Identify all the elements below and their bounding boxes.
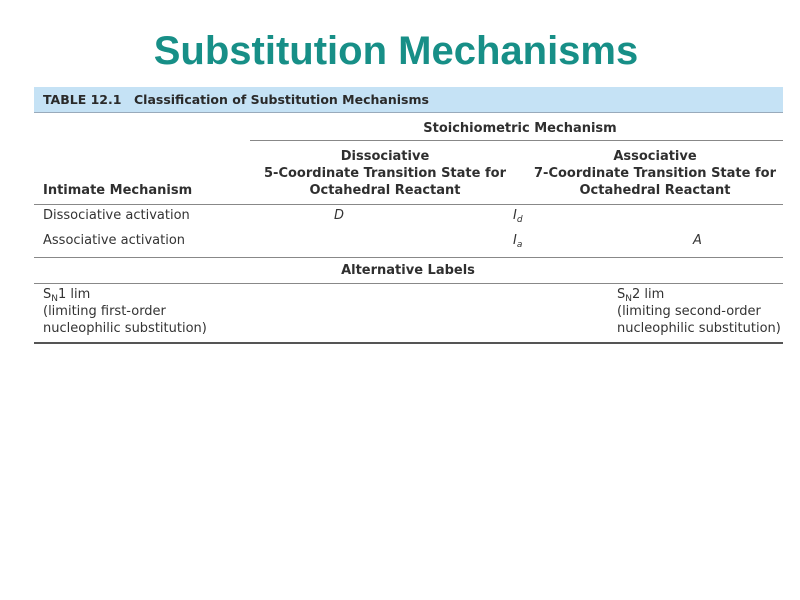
col-associative-line1: 7-Coordinate Transition State for [534,166,776,181]
table-caption-text: Classification of Substitution Mechanisms [134,92,429,107]
group-header: Stoichiometric Mechanism [423,121,617,136]
cell-id: $I_d$ [513,208,523,225]
table-bottom-rule [34,342,783,344]
col-associative-line2: Octahedral Reactant [579,183,731,198]
table-body [34,113,783,345]
alt-left-line1: $S_N1$ lim [43,287,91,304]
table-number: TABLE 12.1 [43,92,122,107]
alt-header-bottom-rule [34,283,783,284]
alt-right-line2: (limiting second-order [617,304,761,319]
table-caption [34,87,783,113]
header-bottom-rule [34,204,783,205]
alt-header-top-rule [34,257,783,258]
cell-ia: $I_a$ [513,233,523,250]
col-dissociative-line1: 5-Coordinate Transition State for [264,166,506,181]
cell-d: D [334,208,345,223]
alt-left-line2: (limiting first-order [43,304,166,319]
col-associative-name: Associative [613,149,697,164]
cell-a: A [693,233,702,248]
slide-title: Substitution Mechanisms [153,29,639,73]
alt-labels-header: Alternative Labels [341,263,475,278]
alt-right-line1: $S_N2$ lim [617,287,665,304]
group-header-rule [250,140,783,141]
col-dissociative-line2: Octahedral Reactant [309,183,461,198]
row-label-associative: Associative activation [43,233,186,248]
alt-right-line3: nucleophilic substitution) [617,321,781,336]
row-label-dissociative: Dissociative activation [43,208,190,223]
row-header: Intimate Mechanism [43,183,193,198]
alt-left-line3: nucleophilic substitution) [43,321,207,336]
col-dissociative-name: Dissociative [340,149,430,164]
classification-table [34,87,783,336]
